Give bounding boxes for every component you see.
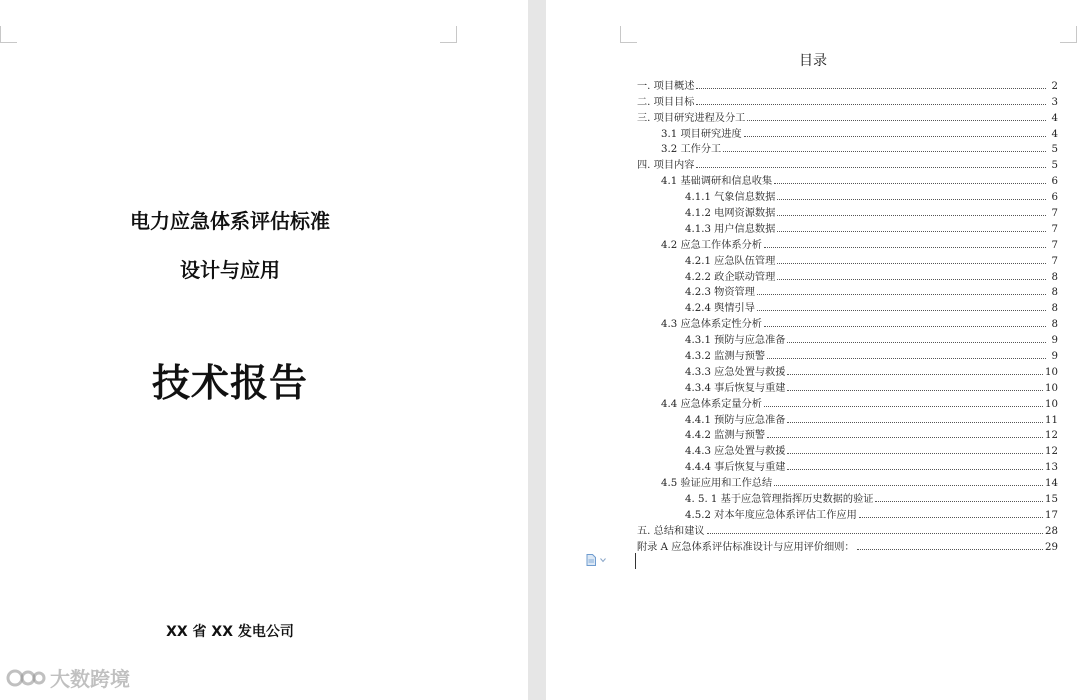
toc-dot-leader: [696, 166, 1046, 168]
toc-entry[interactable]: [637, 426, 1058, 442]
toc-entry-label: 二. 项目目标: [637, 96, 695, 108]
chevron-down-icon[interactable]: [600, 557, 606, 563]
toc-entry[interactable]: [637, 473, 1058, 489]
toc-entry[interactable]: [637, 457, 1058, 473]
document-icon[interactable]: [586, 554, 596, 566]
toc-entry-label: 4.1.1 气象信息数据: [685, 192, 776, 204]
toc-entry-page: 7: [1051, 223, 1058, 235]
toc-entry[interactable]: [637, 298, 1058, 314]
toc-entry-label: 4.1 基础调研和信息收集: [661, 176, 773, 188]
toc-dot-leader: [757, 293, 1046, 295]
toc-entry-page: 13: [1045, 462, 1058, 474]
toc-entry[interactable]: [637, 314, 1058, 330]
toc-entry-page: 28: [1045, 525, 1058, 537]
toc-entry-page: 9: [1051, 351, 1058, 363]
toc-dot-leader: [857, 548, 1043, 550]
toc-entry-label: 4.4.4 事后恢复与重建: [685, 462, 786, 474]
toc-dot-leader: [764, 325, 1046, 327]
toc-dot-leader: [747, 119, 1046, 121]
toc-entry-label: 4.1.3 用户信息数据: [685, 223, 776, 235]
toc-entry-label: 4.3.3 应急处置与救援: [685, 366, 786, 378]
toc-dot-leader: [696, 87, 1046, 89]
toc-dot-leader: [787, 421, 1043, 423]
toc-entry-page: 2: [1051, 80, 1058, 92]
toc-dot-leader: [764, 246, 1046, 248]
toc-dot-leader: [777, 198, 1046, 200]
toc-entry[interactable]: [637, 124, 1058, 140]
cover-title-line2: 设计与应用: [180, 258, 280, 282]
toc-entry[interactable]: [637, 362, 1058, 378]
toc-entry-page: 7: [1051, 239, 1058, 251]
toc-entry-page: 3: [1051, 96, 1058, 108]
toc-entry[interactable]: [637, 394, 1058, 410]
toc-entry-label: 4.5.2 对本年度应急体系评估工作应用: [685, 509, 857, 521]
watermark-logo-icon: [6, 665, 46, 691]
toc-entry-label: 4.3.2 监测与预警: [685, 351, 766, 363]
toc-entry[interactable]: [637, 140, 1058, 156]
toc-entry-label: 三. 项目研究进程及分工: [637, 112, 746, 124]
toc-entry-page: 9: [1051, 335, 1058, 347]
toc-dot-leader: [774, 182, 1046, 184]
toc-entry-page: 6: [1051, 176, 1058, 188]
toc-entry-label: 4.2 应急工作体系分析: [661, 239, 762, 251]
toc-dot-leader: [767, 357, 1046, 359]
toc-entry-label: 4.2.4 舆情引导: [685, 303, 755, 315]
toc-entry[interactable]: [637, 537, 1058, 553]
toc-dot-leader: [859, 516, 1043, 518]
toc-entry-page: 10: [1045, 382, 1058, 394]
toc-title: 目录: [799, 53, 827, 69]
toc-entry[interactable]: [637, 346, 1058, 362]
toc-entry-page: 10: [1045, 366, 1058, 378]
toc-entry-label: 4.4.2 监测与预警: [685, 430, 766, 442]
toc-entry-label: 一. 项目概述: [637, 80, 695, 92]
toc-entry-page: 8: [1051, 287, 1058, 299]
toc-entry[interactable]: [637, 267, 1058, 283]
toc-dot-leader: [777, 214, 1046, 216]
toc-entry-page: 17: [1045, 509, 1058, 521]
toc-entry[interactable]: [637, 171, 1058, 187]
toc-entry-label: 4.2.3 物资管理: [685, 287, 755, 299]
toc-entry-page: 8: [1051, 319, 1058, 331]
toc-entry-page: 12: [1045, 430, 1058, 442]
toc-entry[interactable]: [637, 251, 1058, 267]
company-name: XX 省 XX 发电公司: [166, 624, 294, 640]
toc-entry-page: 7: [1051, 255, 1058, 267]
toc-entry-label: 4.3 应急体系定性分析: [661, 319, 762, 331]
toc-dot-leader: [787, 468, 1043, 470]
toc-dot-leader: [764, 405, 1043, 407]
toc-dot-leader: [777, 230, 1046, 232]
paragraph-options[interactable]: [586, 554, 606, 566]
toc-entry-page: 29: [1045, 541, 1058, 553]
report-type-title: 技术报告: [151, 361, 308, 405]
toc-entry-label: 4.2.1 应急队伍管理: [685, 255, 776, 267]
toc-dot-leader: [777, 278, 1046, 280]
toc-entry[interactable]: [637, 92, 1058, 108]
toc-dot-leader: [767, 436, 1043, 438]
toc-entry[interactable]: [637, 76, 1058, 92]
toc-dot-leader: [774, 484, 1043, 486]
crop-mark: [0, 26, 17, 43]
toc-entry-page: 15: [1045, 494, 1058, 506]
toc-entry-label: 3.1 项目研究进度: [661, 128, 742, 140]
toc-entry[interactable]: [637, 108, 1058, 124]
toc-entry-page: 5: [1051, 160, 1058, 172]
toc-entry-page: 8: [1051, 303, 1058, 315]
toc-entry[interactable]: [637, 187, 1058, 203]
toc-entry[interactable]: [637, 441, 1058, 457]
toc-entry[interactable]: [637, 505, 1058, 521]
toc-entry[interactable]: [637, 219, 1058, 235]
toc-entry-label: 4.3.1 预防与应急准备: [685, 335, 786, 347]
toc-entry-page: 4: [1051, 128, 1058, 140]
toc-entry-page: 14: [1045, 478, 1058, 490]
toc-entry-label: 4.4.3 应急处置与救援: [685, 446, 786, 458]
toc-entry-page: 7: [1051, 208, 1058, 220]
watermark-text: 大数跨境: [50, 667, 130, 691]
toc-entry-label: 4.4 应急体系定量分析: [661, 398, 762, 410]
toc-dot-leader: [787, 373, 1043, 375]
toc-entry-page: 10: [1045, 398, 1058, 410]
toc-entry[interactable]: [637, 410, 1058, 426]
toc-entry-label: 4.2.2 政企联动管理: [685, 271, 776, 283]
toc-dot-leader: [787, 389, 1043, 391]
toc-entry[interactable]: [637, 330, 1058, 346]
cover-page: [0, 0, 528, 700]
toc-entry-page: 5: [1051, 144, 1058, 156]
table-of-contents: [637, 76, 1058, 553]
toc-dot-leader: [787, 452, 1043, 454]
toc-entry-label: 四. 项目内容: [637, 160, 695, 172]
toc-entry-label: 五. 总结和建议: [637, 525, 705, 537]
toc-entry-label: 4.1.2 电网资源数据: [685, 208, 776, 220]
text-cursor: [635, 553, 636, 569]
toc-dot-leader: [744, 135, 1046, 137]
toc-entry-page: 12: [1045, 446, 1058, 458]
toc-entry-label: 附录 A 应急体系评估标准设计与应用评价细则：: [637, 541, 855, 553]
toc-dot-leader: [696, 103, 1046, 105]
toc-page: [546, 0, 1080, 700]
watermark: [6, 663, 130, 692]
toc-entry[interactable]: [637, 203, 1058, 219]
toc-dot-leader: [875, 500, 1043, 502]
toc-entry[interactable]: [637, 378, 1058, 394]
toc-entry-label: 4. 5. 1 基于应急管理指挥历史数据的验证: [685, 494, 874, 506]
toc-dot-leader: [757, 309, 1046, 311]
toc-entry-label: 4.4.1 预防与应急准备: [685, 414, 786, 426]
cover-title-line1: 电力应急体系评估标准: [130, 209, 330, 233]
toc-entry-label: 4.5 验证应用和工作总结: [661, 478, 773, 490]
toc-entry-label: 4.3.4 事后恢复与重建: [685, 382, 786, 394]
toc-entry-page: 4: [1051, 112, 1058, 124]
toc-entry[interactable]: [637, 489, 1058, 505]
toc-entry[interactable]: [637, 283, 1058, 299]
toc-entry[interactable]: [637, 521, 1058, 537]
toc-dot-leader: [787, 341, 1046, 343]
toc-dot-leader: [707, 532, 1043, 534]
toc-entry-page: 6: [1051, 192, 1058, 204]
toc-entry-page: 8: [1051, 271, 1058, 283]
crop-mark: [620, 26, 637, 43]
toc-entry[interactable]: [637, 155, 1058, 171]
toc-entry[interactable]: [637, 235, 1058, 251]
crop-mark: [1060, 26, 1077, 43]
crop-mark: [440, 26, 457, 43]
toc-entry-page: 11: [1045, 414, 1058, 426]
toc-dot-leader: [723, 150, 1046, 152]
toc-dot-leader: [777, 262, 1046, 264]
toc-entry-label: 3.2 工作分工: [661, 144, 722, 156]
